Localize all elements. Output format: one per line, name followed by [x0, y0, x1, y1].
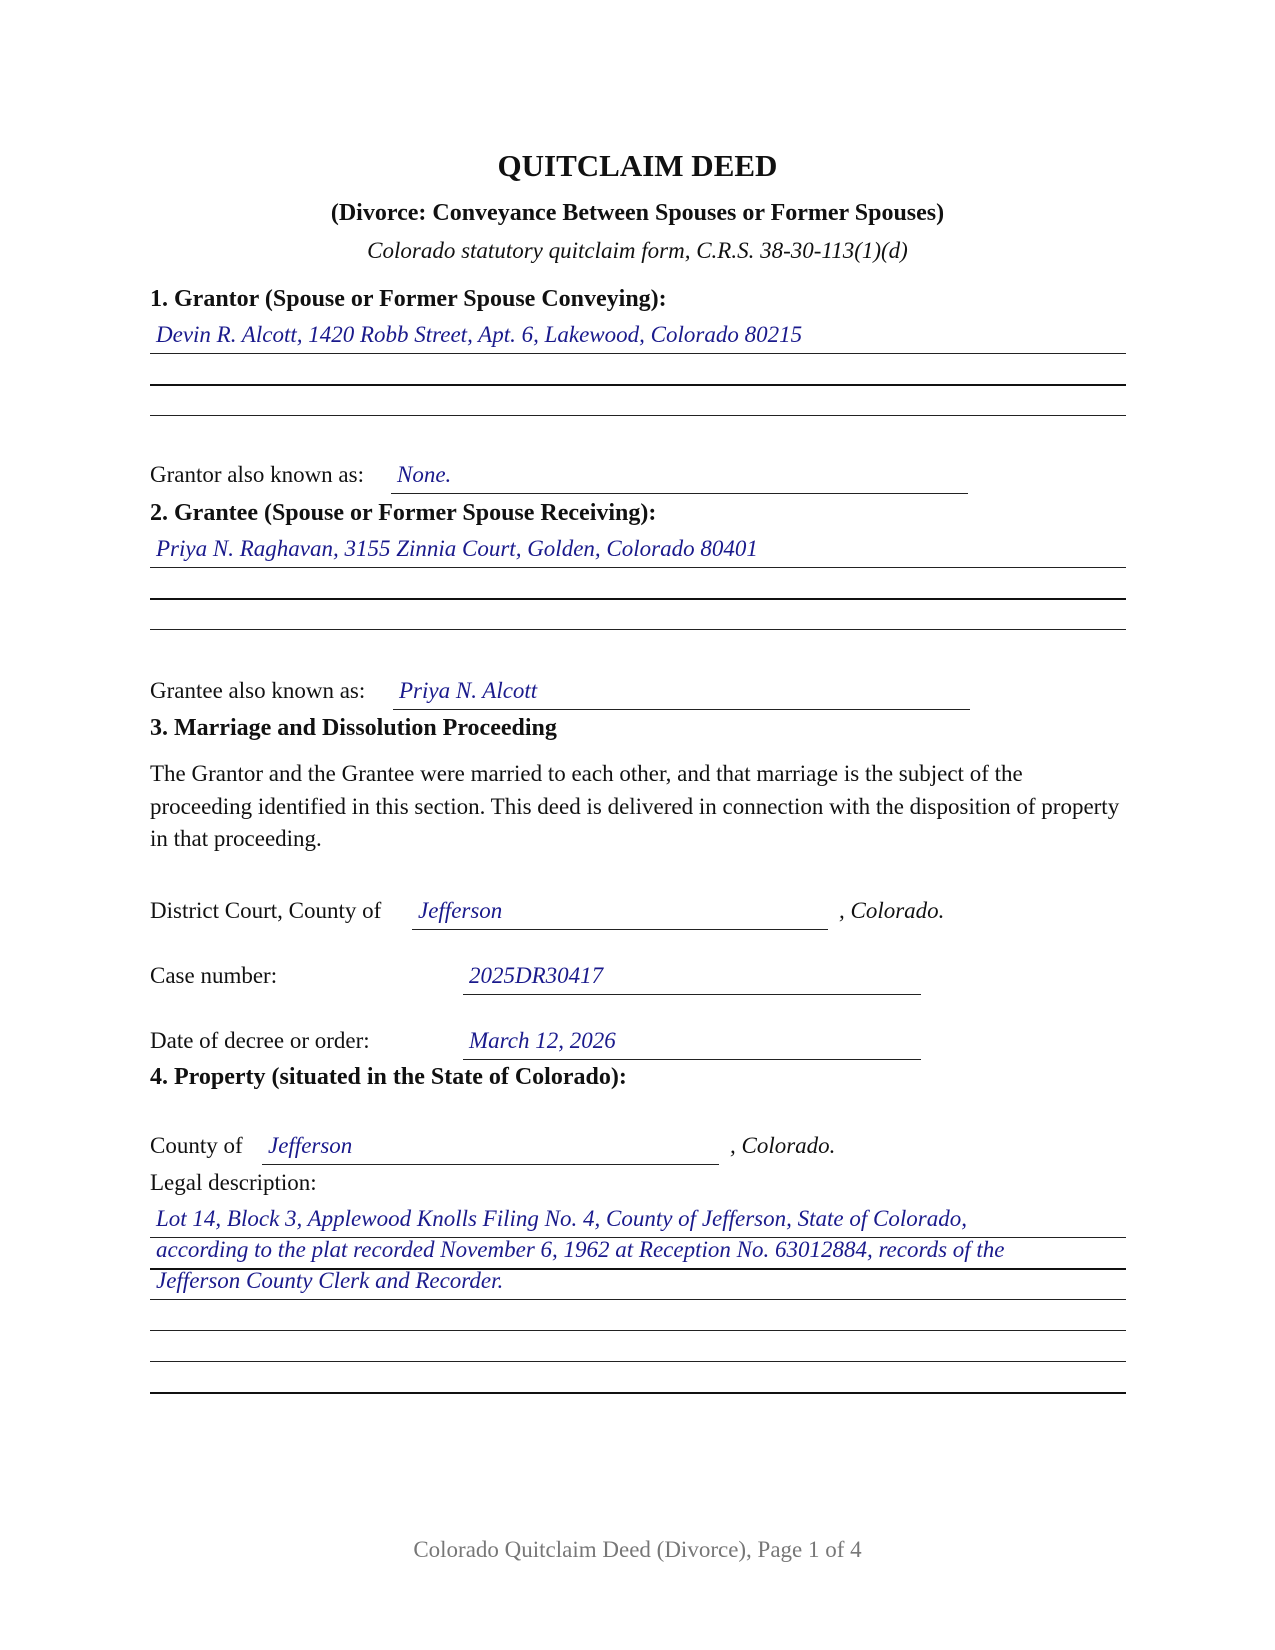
- grantor-field[interactable]: Devin R. Alcott, 1420 Robb Street, Apt. 6, Lakewood, Colorado 80215: [156, 322, 803, 347]
- grantee-heading: 2. Grantee (Spouse or Former Spouse Receiving):: [150, 500, 657, 526]
- grantee-line-3: [150, 629, 1126, 630]
- decree-date-line: [463, 1059, 921, 1060]
- grantee-line-1: [150, 567, 1126, 568]
- legal-description-line-3[interactable]: Jefferson County Clerk and Recorder.: [156, 1268, 504, 1293]
- property-county-suffix: , Colorado.: [730, 1133, 836, 1158]
- legal-rule-5: [150, 1361, 1126, 1362]
- legal-rule-6: [150, 1392, 1126, 1394]
- legal-rule-4: [150, 1330, 1126, 1331]
- property-county-line: [262, 1164, 719, 1165]
- page-footer: Colorado Quitclaim Deed (Divorce), Page 1 of 4: [413, 1537, 862, 1562]
- decree-date-label: Date of decree or order:: [150, 1028, 370, 1053]
- grantor-aka-label: Grantor also known as:: [150, 462, 364, 487]
- court-county-line: [412, 929, 828, 930]
- marriage-paragraph: The Grantor and the Grantee were married to each other, and that marriage is the subject of the proceeding identified in this section. This deed is delivered in connection with the disposition of property in that proceeding.: [150, 761, 1120, 851]
- legal-description-label: Legal description:: [150, 1170, 317, 1195]
- grantee-aka-label: Grantee also known as:: [150, 678, 366, 703]
- grantee-aka-line: [393, 709, 970, 710]
- grantor-heading: 1. Grantor (Spouse or Former Spouse Conveying):: [150, 286, 667, 312]
- grantee-aka-field[interactable]: Priya N. Alcott: [399, 678, 538, 703]
- document-title: QUITCLAIM DEED: [497, 148, 778, 183]
- grantor-aka-field[interactable]: None.: [397, 462, 452, 487]
- court-suffix: , Colorado.: [839, 898, 945, 923]
- marriage-heading: 3. Marriage and Dissolution Proceeding: [150, 715, 557, 741]
- grantee-line-2: [150, 598, 1126, 600]
- legal-description-line-1[interactable]: Lot 14, Block 3, Applewood Knolls Filing No. 4, County of Jefferson, State of Colorado,: [156, 1206, 967, 1231]
- document-subtitle: (Divorce: Conveyance Between Spouses or Former Spouses): [330, 200, 945, 226]
- property-county-label: County of: [150, 1133, 243, 1158]
- grantee-field[interactable]: Priya N. Raghavan, 3155 Zinnia Court, Golden, Colorado 80401: [156, 536, 758, 561]
- grantor-line-1: [150, 353, 1126, 354]
- property-county-field[interactable]: Jefferson: [268, 1133, 353, 1158]
- legal-description-line-2[interactable]: according to the plat recorded November 6, 1962 at Reception No. 63012884, records of the: [156, 1237, 1005, 1262]
- court-county-field[interactable]: Jefferson: [418, 898, 503, 923]
- property-heading: 4. Property (situated in the State of Colorado):: [150, 1064, 627, 1090]
- grantor-aka-line: [391, 493, 968, 494]
- case-number-label: Case number:: [150, 963, 278, 988]
- decree-date-field[interactable]: March 12, 2026: [469, 1028, 616, 1053]
- grantor-line-2: [150, 384, 1126, 386]
- statute-reference: Colorado statutory quitclaim form, C.R.S. 38-30-113(1)(d): [367, 238, 908, 263]
- case-number-line: [463, 994, 921, 995]
- grantor-line-3: [150, 415, 1126, 416]
- court-label: District Court, County of: [150, 898, 382, 923]
- legal-rule-3: [150, 1299, 1126, 1300]
- case-number-field[interactable]: 2025DR30417: [469, 963, 604, 988]
